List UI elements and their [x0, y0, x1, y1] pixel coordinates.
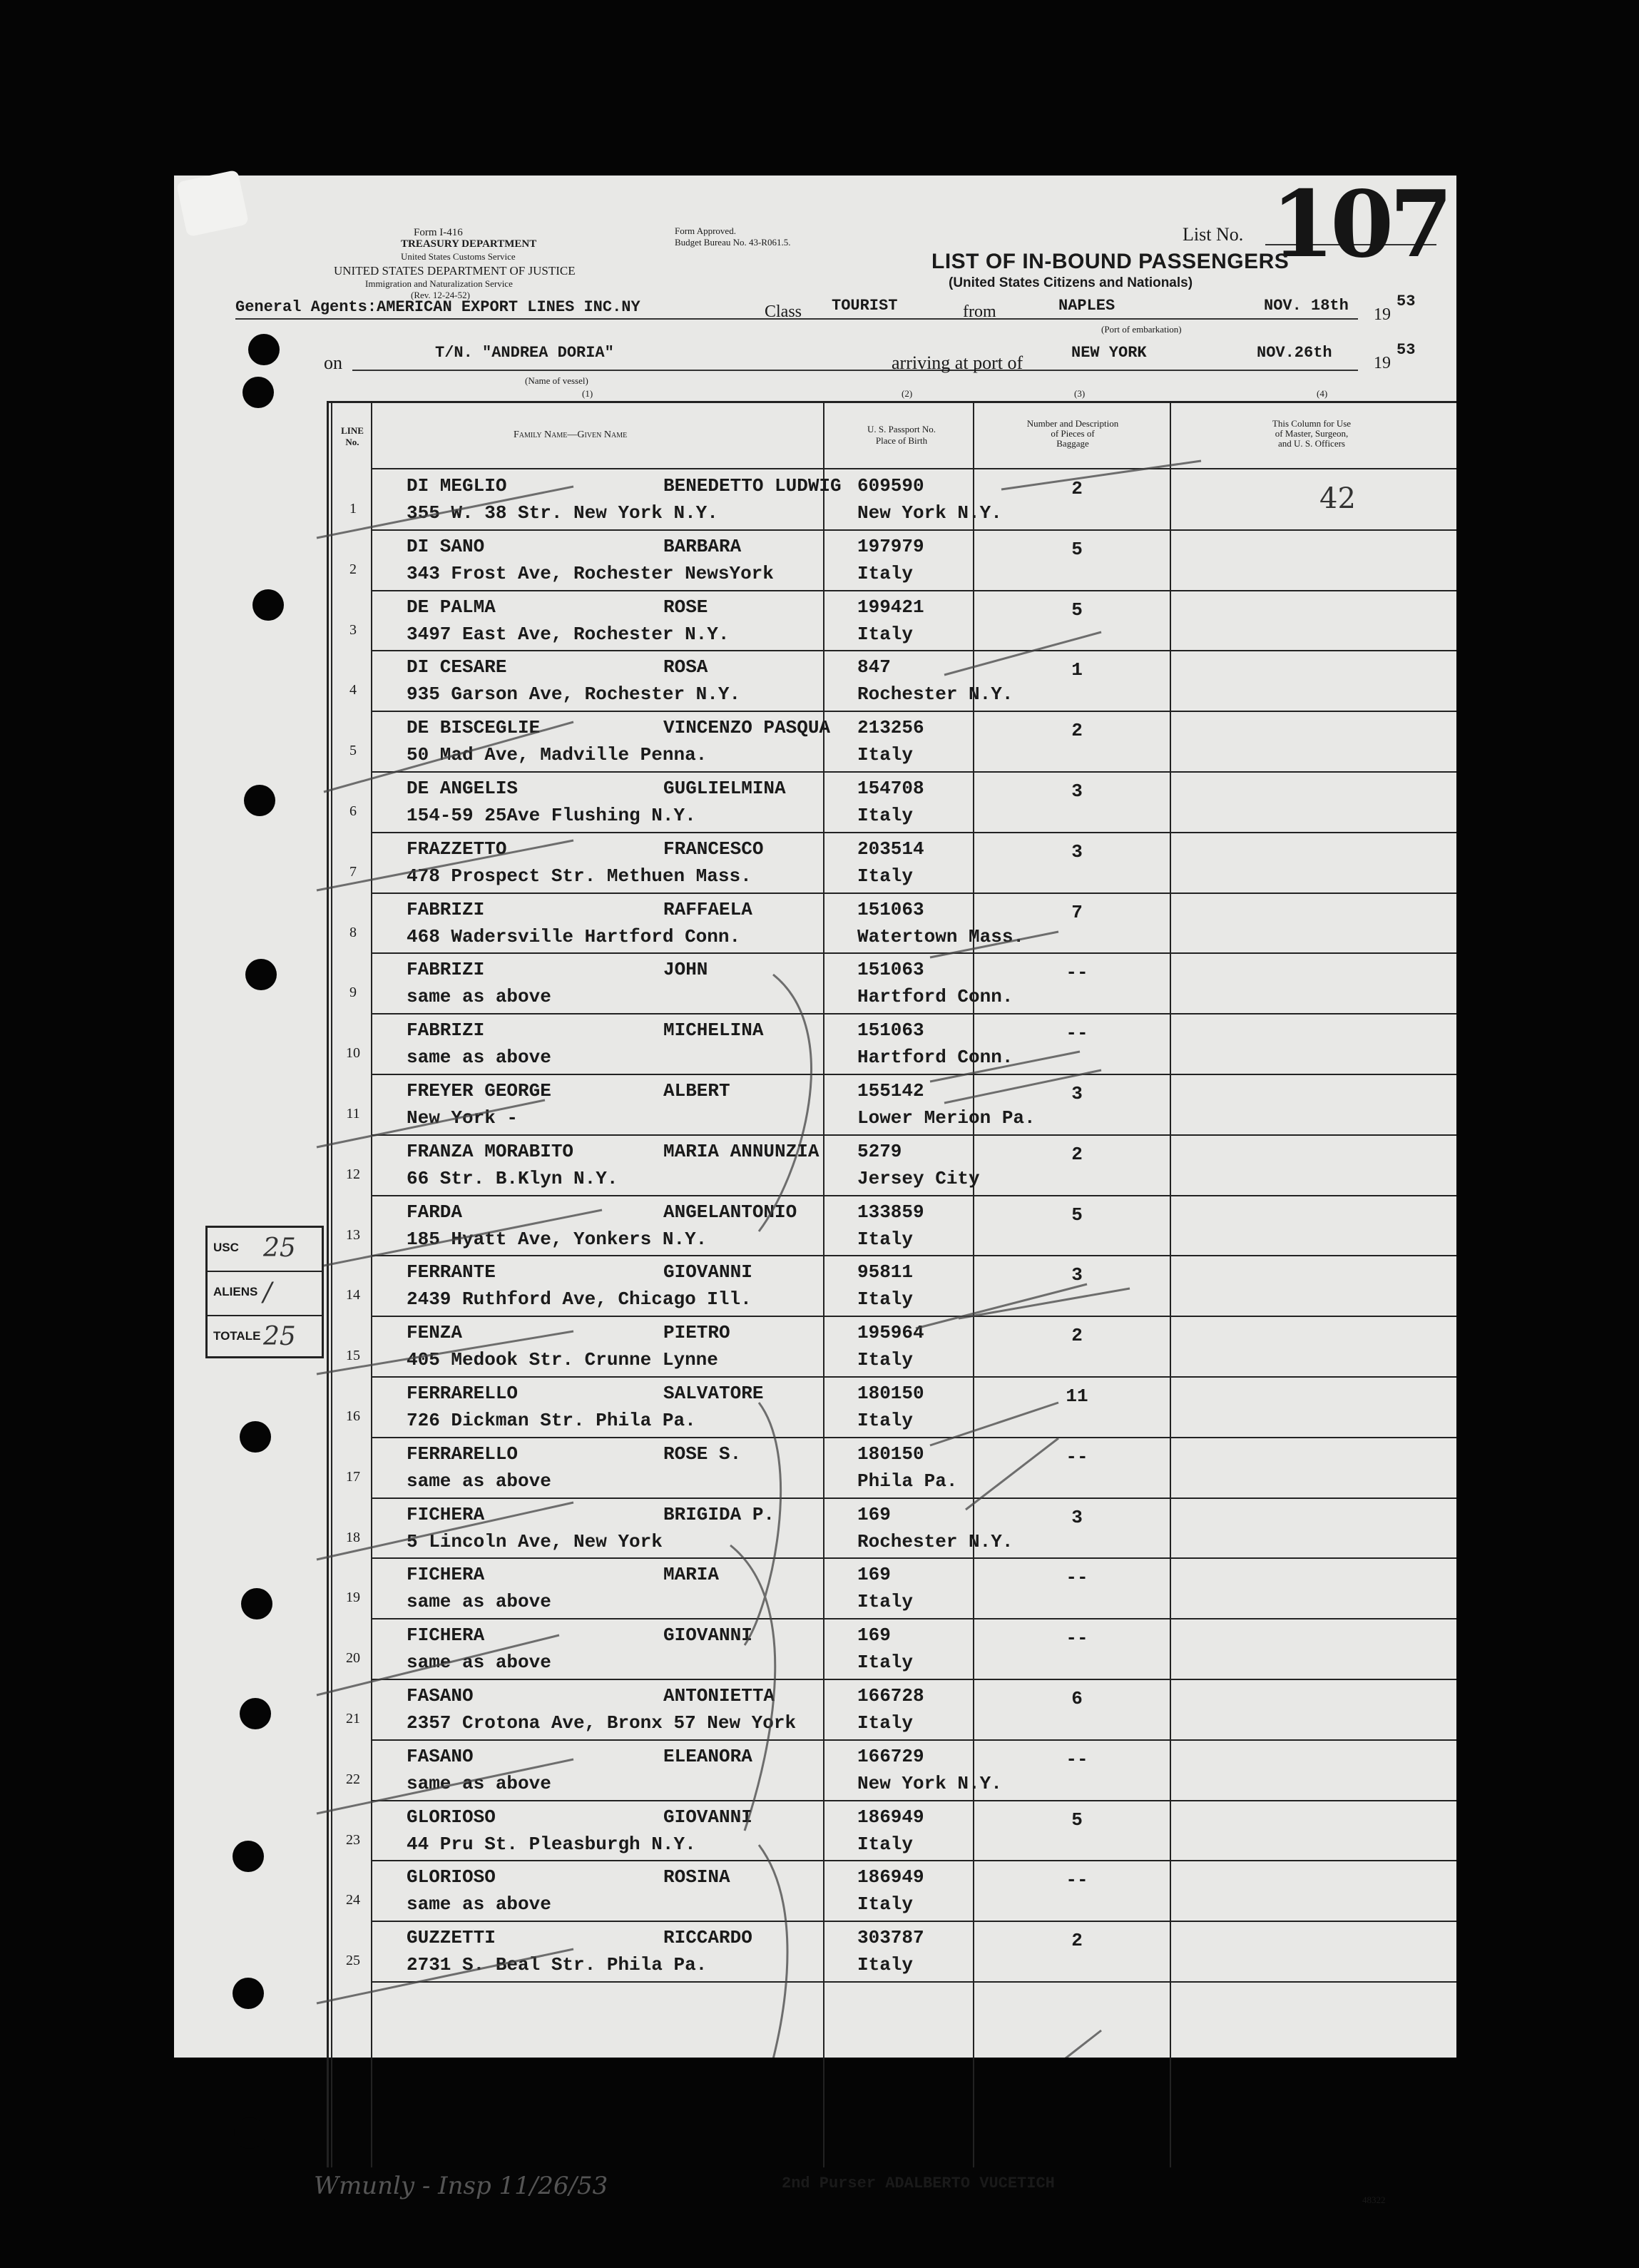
address: 2731 S. Beal Str. Phila Pa.	[407, 1954, 708, 1976]
place-of-birth: Italy	[857, 1954, 914, 1976]
line-number: 16	[346, 1408, 360, 1424]
passport-number: 155142	[857, 1080, 924, 1102]
aliens-row	[208, 1272, 322, 1316]
place-of-birth: Italy	[857, 1228, 914, 1250]
family-name: FABRIZI	[407, 959, 485, 981]
given-name: MARIA ANNUNZIA	[663, 1140, 820, 1162]
line-number: 13	[346, 1226, 360, 1243]
list-number: 107	[1271, 171, 1449, 278]
given-name: PIETRO	[663, 1322, 730, 1344]
family-name: FASANO	[407, 1745, 474, 1767]
given-name: GUGLIELMINA	[663, 778, 786, 799]
given-name: ROSA	[663, 656, 708, 678]
given-name: MARIA	[663, 1564, 720, 1586]
baggage-count: --	[1066, 1022, 1088, 1044]
given-name: MICHELINA	[663, 1019, 764, 1042]
col-number-2: (2)	[902, 388, 913, 399]
place-of-birth: Italy	[857, 1652, 914, 1674]
arrival-port: NEW YORK	[1071, 344, 1147, 362]
dept-justice: UNITED STATES DEPARTMENT OF JUSTICE	[334, 264, 576, 278]
baggage-count: 2	[1071, 720, 1083, 742]
line-number: 25	[346, 1953, 360, 1969]
family-name: GLORIOSO	[407, 1866, 496, 1888]
address: same as above	[407, 1470, 551, 1492]
line-number: 14	[346, 1287, 360, 1303]
baggage-count: 3	[1071, 840, 1083, 863]
family-name: GUZZETTI	[407, 1927, 496, 1949]
line-number: 8	[349, 924, 357, 940]
baggage-count: --	[1066, 1567, 1088, 1589]
passport-number: 151063	[857, 1019, 924, 1042]
baggage-count: 5	[1071, 538, 1083, 560]
pencil-stroke	[959, 2030, 1101, 2058]
baggage-count: 2	[1071, 478, 1083, 499]
address: 405 Medook Str. Crunne Lynne	[407, 1349, 718, 1371]
given-name: GIOVANNI	[663, 1806, 752, 1828]
line-number: 4	[349, 682, 357, 698]
address: 44 Pru St. Pleasburgh N.Y.	[407, 1833, 696, 1855]
pencil-stroke	[317, 487, 573, 538]
passport-number: 151063	[857, 959, 924, 981]
pencil-stroke	[759, 1845, 787, 2058]
family-name: FASANO	[407, 1685, 474, 1707]
given-name: ANGELANTONIO	[663, 1201, 797, 1223]
passport-number: 186949	[857, 1806, 924, 1828]
given-name: BENEDETTO LUDWIG	[663, 475, 842, 497]
baggage-count: 6	[1071, 1688, 1083, 1709]
family-name: DI MEGLIO	[407, 475, 507, 497]
dept-treasury: TREASURY DEPARTMENT	[401, 238, 537, 250]
passport-number: 5279	[857, 1140, 902, 1162]
family-name: DI SANO	[407, 535, 485, 557]
header-baggage-2: of Pieces of	[1051, 428, 1095, 439]
address: New York -	[407, 1107, 519, 1129]
line-number: 6	[349, 803, 357, 819]
baggage-count: 2	[1071, 1143, 1083, 1165]
family-name: FABRIZI	[407, 1019, 485, 1042]
place-of-birth: Italy	[857, 1893, 914, 1916]
baggage-count: 5	[1071, 599, 1083, 621]
pencil-stroke	[1001, 461, 1201, 489]
family-name: FICHERA	[407, 1503, 485, 1525]
given-name: VINCENZO PASQUA	[663, 717, 831, 739]
vessel-name: T/N. "ANDREA DORIA"	[435, 344, 614, 362]
usc-label: USC	[213, 1241, 239, 1254]
family-name: FABRIZI	[407, 898, 485, 920]
address: 2357 Crotona Ave, Bronx 57 New York	[407, 1712, 797, 1734]
vessel-note: (Name of vessel)	[525, 375, 588, 386]
pencil-stroke	[759, 975, 811, 1231]
place-of-birth: New York N.Y.	[857, 502, 1002, 524]
line-number: 18	[346, 1529, 360, 1545]
place-of-birth: Italy	[857, 1833, 914, 1855]
line-number: 20	[346, 1650, 360, 1667]
passport-number: 151063	[857, 898, 924, 920]
place-of-birth: Watertown Mass.	[857, 925, 1025, 947]
pencil-stroke	[317, 1331, 573, 1374]
baggage-count: 11	[1066, 1385, 1088, 1407]
passport-number: 166728	[857, 1685, 924, 1707]
dept-immigration: Immigration and Naturalization Service	[365, 278, 513, 289]
port-note: (Port of embarkation)	[1101, 324, 1182, 335]
header-officers-1: This Column for Use	[1272, 418, 1352, 429]
embark-date: NOV. 18th	[1264, 297, 1349, 315]
from-label: from	[963, 302, 996, 321]
address: same as above	[407, 1772, 551, 1794]
baggage-count: 2	[1071, 1930, 1083, 1952]
place-of-birth: Hartford Conn.	[857, 1047, 1013, 1069]
baggage-count: 2	[1071, 1325, 1083, 1347]
address: same as above	[407, 1047, 551, 1069]
total-count: 25	[263, 1322, 296, 1351]
pencil-stroke	[317, 1100, 545, 1147]
form-number: Form I-416	[414, 227, 463, 238]
dept-customs: United States Customs Service	[401, 251, 516, 262]
pencil-stroke	[930, 932, 1058, 957]
given-name: BARBARA	[663, 535, 742, 557]
address: same as above	[407, 1591, 551, 1613]
passport-number: 195964	[857, 1322, 924, 1344]
pencil-stroke	[966, 1438, 1058, 1510]
pencil-stroke	[959, 1288, 1130, 1318]
passport-number: 166729	[857, 1745, 924, 1767]
baggage-count: 1	[1071, 659, 1083, 681]
place-of-birth: Italy	[857, 865, 914, 887]
passport-number: 180150	[857, 1443, 924, 1465]
given-name: RAFFAELA	[663, 898, 752, 920]
place-of-birth: Italy	[857, 1349, 914, 1371]
col-number-1: (1)	[582, 388, 593, 399]
embark-year: 53	[1397, 293, 1416, 310]
place-of-birth: Italy	[857, 1288, 914, 1311]
general-agents: General Agents:AMERICAN EXPORT LINES INC.NY	[235, 298, 640, 316]
baggage-count: 3	[1071, 1506, 1083, 1528]
place-of-birth: New York N.Y.	[857, 1772, 1002, 1794]
family-name: DI CESARE	[407, 656, 507, 678]
header-passport-2: Place of Birth	[875, 435, 928, 446]
baggage-count: --	[1066, 1748, 1088, 1770]
address: 50 Mad Ave, Madville Penna.	[407, 744, 708, 766]
line-number: 3	[349, 621, 357, 638]
total-row	[208, 1316, 322, 1359]
baggage-count: 7	[1071, 901, 1083, 923]
place-of-birth: Hartford Conn.	[857, 986, 1013, 1008]
pencil-stroke	[317, 1210, 602, 1267]
aliens-count: /	[263, 1278, 272, 1307]
address: 3497 East Ave, Rochester N.Y.	[407, 623, 730, 645]
given-name: GIOVANNI	[663, 1261, 752, 1283]
address: same as above	[407, 986, 551, 1008]
purser-name: 2nd Purser ADALBERTO VUCETICH	[782, 2175, 1055, 2192]
given-name: SALVATORE	[663, 1383, 764, 1404]
address: 468 Wadersville Hartford Conn.	[407, 925, 741, 947]
passport-number: 169	[857, 1624, 891, 1647]
address: 154-59 25Ave Flushing N.Y.	[407, 805, 696, 826]
baggage-count: 5	[1071, 1809, 1083, 1831]
usc-row	[208, 1228, 322, 1272]
header-officers-2: of Master, Surgeon,	[1275, 428, 1349, 439]
pencil-stroke	[916, 1284, 1087, 1328]
baggage-count: --	[1066, 1627, 1088, 1649]
line-number: 17	[346, 1468, 360, 1485]
pencil-stroke	[317, 1759, 573, 1814]
line-number: 23	[346, 1831, 360, 1848]
baggage-count: 3	[1071, 780, 1083, 802]
family-name: FERRANTE	[407, 1261, 496, 1283]
family-name: FARDA	[407, 1201, 463, 1223]
line-number: 15	[346, 1348, 360, 1364]
given-name: ALBERT	[663, 1080, 730, 1102]
arriving-label: arriving at port of	[892, 352, 1023, 373]
given-name: ANTONIETTA	[663, 1685, 775, 1707]
passport-number: 609590	[857, 475, 924, 497]
header-baggage-1: Number and Description	[1026, 418, 1119, 429]
family-name: DE PALMA	[407, 596, 496, 618]
pencil-stroke	[930, 1403, 1058, 1445]
family-name: FICHERA	[407, 1624, 485, 1647]
pencil-stroke	[944, 632, 1101, 675]
pencil-stroke	[324, 722, 573, 792]
list-label: List No.	[1183, 224, 1244, 245]
address: 5 Lincoln Ave, New York	[407, 1530, 663, 1552]
given-name: ROSE	[663, 596, 708, 618]
address: 726 Dickman Str. Phila Pa.	[407, 1410, 696, 1431]
pencil-stroke	[317, 1635, 559, 1695]
passport-number: 169	[857, 1564, 891, 1586]
baggage-count: 5	[1071, 1204, 1083, 1226]
given-name: JOHN	[663, 959, 708, 981]
place-of-birth: Rochester N.Y.	[857, 683, 1013, 706]
passport-number: 133859	[857, 1201, 924, 1223]
address: same as above	[407, 1893, 551, 1916]
baggage-count: 3	[1071, 1083, 1083, 1104]
passport-number: 186949	[857, 1866, 924, 1888]
line-number: 11	[346, 1106, 360, 1122]
line-number: 1	[349, 501, 357, 517]
baggage-count: 3	[1071, 1264, 1083, 1286]
passport-number: 197979	[857, 535, 924, 557]
class-label: Class	[765, 302, 802, 321]
form-approved: Form Approved.	[675, 225, 736, 236]
line-number: 21	[346, 1711, 360, 1727]
line-number: 24	[346, 1892, 360, 1908]
place-of-birth: Italy	[857, 1410, 914, 1431]
family-name: FRAZZETTO	[407, 838, 507, 860]
line-number: 7	[349, 863, 357, 880]
address: 478 Prospect Str. Methuen Mass.	[407, 865, 752, 887]
pencil-marks	[174, 176, 1456, 2058]
header-passport-1: U. S. Passport No.	[867, 424, 936, 434]
place-of-birth: Jersey City	[857, 1167, 980, 1189]
baggage-count: --	[1066, 1445, 1088, 1468]
baggage-count: --	[1066, 1869, 1088, 1891]
col-number-3: (3)	[1074, 388, 1086, 399]
col-number-4: (4)	[1317, 388, 1328, 399]
budget-bureau: Budget Bureau No. 43-R061.5.	[675, 237, 791, 248]
line-number: 5	[349, 743, 357, 759]
address: 935 Garson Ave, Rochester N.Y.	[407, 683, 741, 706]
family-name: FREYER GEORGE	[407, 1080, 551, 1102]
pencil-stroke	[317, 1502, 573, 1560]
year-prefix: 19	[1374, 305, 1391, 324]
aliens-label: ALIENS	[213, 1285, 258, 1298]
document-subtitle: (United States Citizens and Nationals)	[949, 275, 1193, 290]
passport-number: 847	[857, 656, 891, 678]
punch-hole	[234, 2117, 265, 2149]
given-name: ELEANORA	[663, 1745, 752, 1767]
total-label: TOTALE	[213, 1329, 261, 1343]
place-of-birth: Italy	[857, 623, 914, 645]
place-of-birth: Italy	[857, 1591, 914, 1613]
place-of-birth: Italy	[857, 562, 914, 584]
address: 185 Hyatt Ave, Yonkers N.Y.	[407, 1228, 708, 1250]
given-name: ROSE S.	[663, 1443, 742, 1465]
header-baggage-3: Baggage	[1056, 438, 1089, 449]
given-name: ROSINA	[663, 1866, 730, 1888]
family-name: FICHERA	[407, 1564, 485, 1586]
passport-number: 303787	[857, 1927, 924, 1949]
passport-number: 199421	[857, 596, 924, 618]
line-number: 9	[349, 985, 357, 1001]
passport-number: 154708	[857, 778, 924, 799]
on-label: on	[324, 352, 342, 373]
address: same as above	[407, 1652, 551, 1674]
passport-number: 180150	[857, 1383, 924, 1404]
address: 2439 Ruthford Ave, Chicago Ill.	[407, 1288, 752, 1311]
pencil-stroke	[317, 840, 573, 890]
address: 66 Str. B.Klyn N.Y.	[407, 1167, 618, 1189]
family-name: GLORIOSO	[407, 1806, 496, 1828]
manifest-page	[174, 171, 1456, 2205]
usc-count: 25	[263, 1234, 296, 1263]
document-title: LIST OF IN-BOUND PASSENGERS	[931, 250, 1290, 273]
header-line-no: LINE No.	[341, 425, 364, 447]
officer-note: 42	[1319, 482, 1356, 515]
given-name: FRANCESCO	[663, 838, 764, 860]
inspector-signature: Wmunly - Insp 11/26/53	[314, 2172, 608, 2200]
header-name: Family Name—Given Name	[514, 429, 628, 440]
passport-number: 213256	[857, 717, 924, 739]
family-name: DE BISCEGLIE	[407, 717, 541, 739]
given-name: GIOVANNI	[663, 1624, 752, 1647]
embark-port: NAPLES	[1058, 297, 1115, 315]
place-of-birth: Italy	[857, 744, 914, 766]
class-value: TOURIST	[832, 297, 898, 315]
line-number: 2	[349, 561, 357, 577]
address: 343 Frost Ave, Rochester NewsYork	[407, 562, 774, 584]
place-of-birth: Italy	[857, 1712, 914, 1734]
family-name: FENZA	[407, 1322, 463, 1344]
family-name: FERRARELLO	[407, 1443, 519, 1465]
header-officers-3: and U. S. Officers	[1278, 438, 1345, 449]
baggage-count: --	[1066, 962, 1088, 984]
family-name: DE ANGELIS	[407, 778, 519, 799]
arrival-date: NOV.26th	[1257, 344, 1332, 362]
place-of-birth: Lower Merion Pa.	[857, 1107, 1036, 1129]
form-revision: (Rev. 12-24-52)	[411, 290, 470, 300]
pencil-stroke	[745, 1403, 781, 1645]
line-number: 12	[346, 1166, 360, 1182]
line-number: 19	[346, 1590, 360, 1606]
totals-box	[205, 1226, 324, 1358]
given-name: BRIGIDA P.	[663, 1503, 775, 1525]
family-name: FRANZA MORABITO	[407, 1140, 574, 1162]
family-name: FERRARELLO	[407, 1383, 519, 1404]
address: 355 W. 38 Str. New York N.Y.	[407, 502, 718, 524]
arrival-year-prefix: 19	[1374, 354, 1391, 372]
arrival-year: 53	[1397, 341, 1416, 359]
pencil-stroke	[930, 1052, 1080, 1082]
place-of-birth: Italy	[857, 805, 914, 826]
line-number: 22	[346, 1771, 360, 1787]
given-name: RICCARDO	[663, 1927, 752, 1949]
form-code: 48322	[1362, 2195, 1386, 2205]
pencil-stroke	[317, 1949, 573, 2003]
passport-number: 203514	[857, 838, 924, 860]
line-number: 10	[346, 1045, 360, 1062]
place-of-birth: Phila Pa.	[857, 1470, 958, 1492]
passport-number: 169	[857, 1503, 891, 1525]
passport-number: 95811	[857, 1261, 914, 1283]
place-of-birth: Rochester N.Y.	[857, 1530, 1013, 1552]
